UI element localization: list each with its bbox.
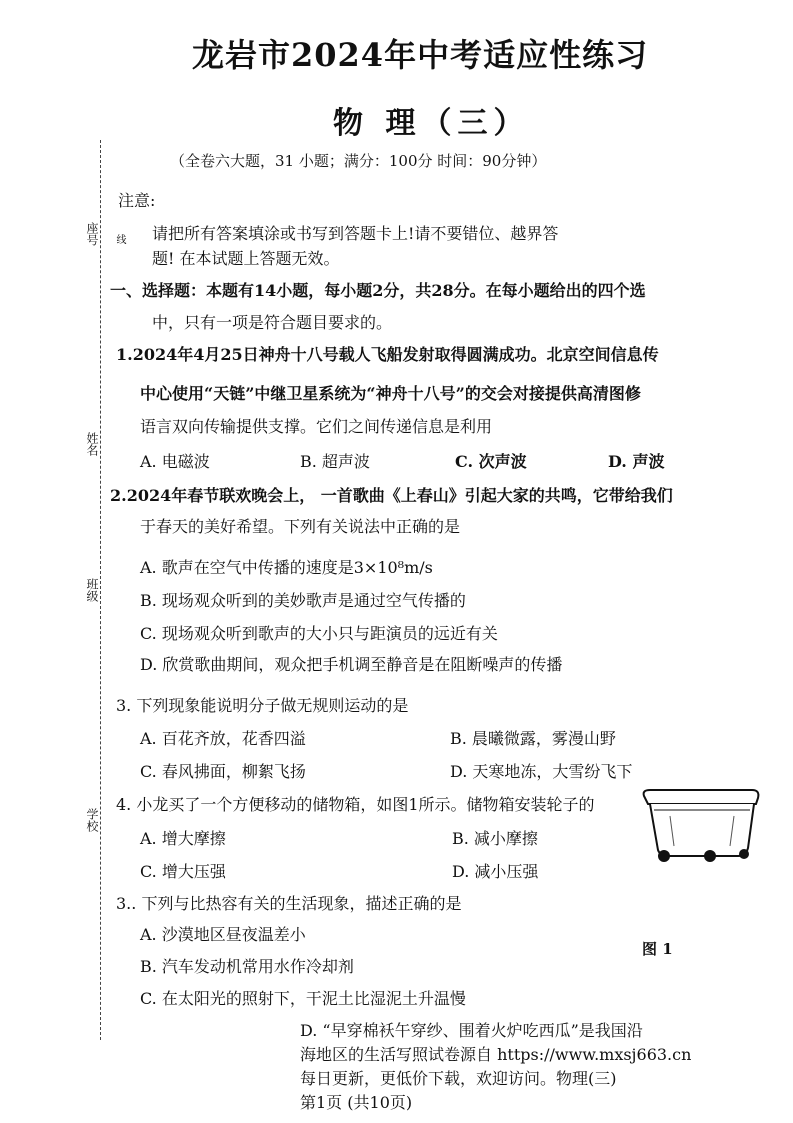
figure-1-label: 图 1	[642, 940, 673, 958]
q2-option-a: A. 歌声在空气中传播的速度是3×10⁸m/s	[140, 558, 433, 577]
q2-line-1: 2.2024年春节联欢晚会上， 一首歌曲《上春山》引起大家的共鸣，它带给我们	[110, 486, 673, 505]
q5-option-c: C. 在太阳光的照射下，干泥土比湿泥土升温慢	[140, 989, 466, 1008]
school-label: 学校	[85, 808, 99, 832]
q3-option-d: D. 天寒地冻，大雪纷飞下	[450, 762, 633, 781]
notice-line-1: 请把所有答案填涂或书写到答题卡上!请不要错位、越界答	[152, 224, 559, 243]
class-label: 班级	[85, 578, 99, 602]
seat-label: 座号	[85, 222, 99, 246]
q4-option-b: B. 减小摩擦	[452, 829, 538, 848]
exam-info: （全卷六大题，31 小题；满分：100分 时间：90分钟）	[170, 152, 547, 170]
notice-line-2: 题! 在本试题上答题无效。	[152, 249, 340, 268]
q1-option-b: B. 超声波	[300, 452, 370, 471]
section-heading-2: 中，只有一项是符合题目要求的。	[152, 313, 393, 332]
q5-option-d-line-1: D. “早穿棉袄午穿纱、围着火炉吃西瓜”是我国沿	[300, 1021, 643, 1040]
q5-option-d-line-2: 海地区的生活写照试卷源自 https://www.mxsj663.cn	[300, 1045, 692, 1064]
page-number: 第1页 (共10页)	[300, 1093, 413, 1112]
name-label: 姓名	[85, 432, 99, 456]
q5-option-d-line-3: 每日更新，更低价下载，欢迎访问。物理(三)	[300, 1069, 617, 1088]
section-heading: 一、选择题：本题有14小题，每小题2分，共28分。在每小题给出的四个选	[110, 281, 646, 300]
storage-box-figure	[640, 786, 762, 866]
q3-option-c: C. 春风拂面，柳絮飞扬	[140, 762, 306, 781]
q1-option-d: D. 声波	[608, 452, 665, 471]
q3-line-1: 3. 下列现象能说明分子做无规则运动的是	[116, 696, 409, 715]
q1-line-1: 1.2024年4月25日神舟十八号载人飞船发射取得圆满成功。北京空间信息传	[116, 345, 659, 364]
q3-option-a: A. 百花齐放，花香四溢	[140, 729, 306, 748]
q1-line-2: 中心使用“天链”中继卫星系统为“神舟十八号”的交会对接提供高清图修	[140, 384, 641, 403]
q4-line-1: 4. 小龙买了一个方便移动的储物箱，如图1所示。储物箱安装轮子的	[116, 795, 595, 814]
q4-option-d: D. 减小压强	[452, 862, 539, 881]
q5-line-1: 3.. 下列与比热容有关的生活现象，描述正确的是	[116, 894, 462, 913]
q1-line-3: 语言双向传输提供支撑。它们之间传递信息是利用	[140, 417, 493, 436]
q2-line-2: 于春天的美好希望。下列有关说法中正确的是	[140, 517, 461, 536]
q5-option-b: B. 汽车发动机常用水作冷却剂	[140, 957, 354, 976]
q5-option-a: A. 沙漠地区昼夜温差小	[140, 925, 306, 944]
q1-option-c: C. 次声波	[455, 452, 527, 471]
page-subtitle: 物 理（三）	[333, 106, 530, 141]
q4-option-c: C. 增大压强	[140, 862, 226, 881]
q2-option-d: D. 欣赏歌曲期间，观众把手机调至静音是在阻断噪声的传播	[140, 655, 563, 674]
q2-option-b: B. 现场观众听到的美妙歌声是通过空气传播的	[140, 591, 466, 610]
q2-option-c: C. 现场观众听到歌声的大小只与距演员的远近有关	[140, 624, 498, 643]
page-title: 龙岩市2024年中考适应性练习	[192, 36, 649, 74]
notice-label: 注意:	[118, 191, 156, 210]
q4-option-a: A. 增大摩擦	[140, 829, 226, 848]
line-label: 线	[114, 234, 125, 244]
q3-option-b: B. 晨曦微露，雾漫山野	[450, 729, 616, 748]
q1-option-a: A. 电磁波	[140, 452, 210, 471]
